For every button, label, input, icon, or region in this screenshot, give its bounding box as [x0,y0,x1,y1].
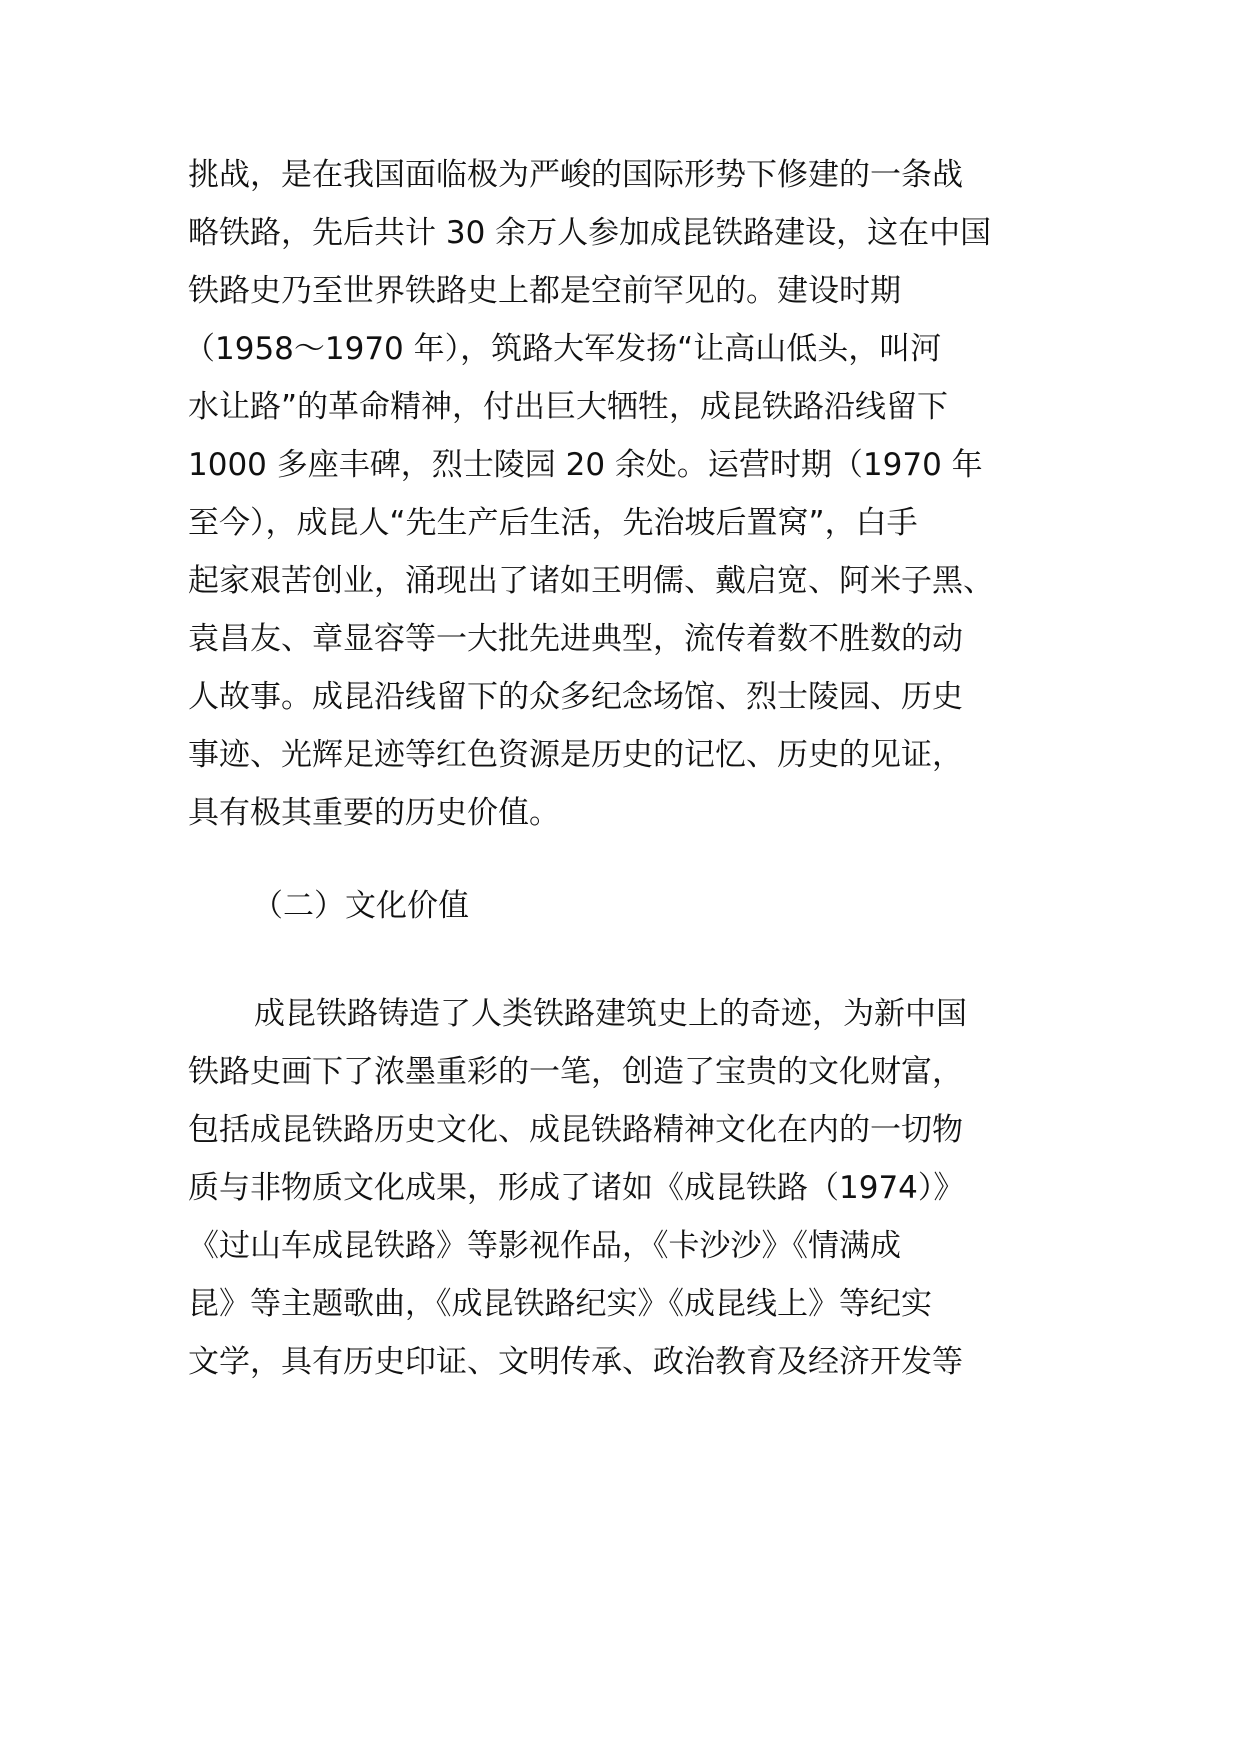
paragraph-1-line-7: 至今），成昆人“先生产后生活，先治坡后置窝”，白手 [188,505,918,541]
paragraph-2-line-5: 《过山车成昆铁路》等影视作品，《卡沙沙》《情满成 [188,1228,901,1264]
paragraph-2-line-7: 文学，具有历史印证、文明传承、政治教育及经济开发等 [188,1344,963,1380]
paragraph-2-line-1: 成昆铁路铸造了人类铁路建筑史上的奇迹，为新中国 [254,996,967,1032]
paragraph-1-line-8: 起家艰苦创业，涌现出了诸如王明儒、戴启宽、阿米子黑、 [188,563,994,599]
paragraph-2-line-6: 昆》等主题歌曲，《成昆铁路纪实》《成昆线上》等纪实 [188,1286,932,1322]
paragraph-1-line-5: 水让路”的革命精神，付出巨大牺牲，成昆铁路沿线留下 [188,389,949,425]
paragraph-1-line-6: 1000 多座丰碑，烈士陵园 20 余处。运营时期（1970 年 [188,447,983,483]
paragraph-1-line-11: 事迹、光辉足迹等红色资源是历史的记忆、历史的见证， [188,737,963,773]
paragraph-1-line-12: 具有极其重要的历史价值。 [188,795,560,831]
paragraph-2-line-2: 铁路史画下了浓墨重彩的一笔，创造了宝贵的文化财富， [188,1054,963,1090]
paragraph-1-line-9: 袁昌友、章显容等一大批先进典型，流传着数不胜数的动 [188,621,963,657]
paragraph-2-line-3: 包括成昆铁路历史文化、成昆铁路精神文化在内的一切物 [188,1112,963,1148]
paragraph-2-line-4: 质与非物质文化成果，形成了诸如《成昆铁路（1974）》 [188,1170,965,1206]
paragraph-1-line-2: 略铁路，先后共计 30 余万人参加成昆铁路建设，这在中国 [188,215,992,251]
paragraph-1-line-1: 挑战，是在我国面临极为严峻的国际形势下修建的一条战 [188,157,963,193]
paragraph-1-line-3: 铁路史乃至世界铁路史上都是空前罕见的。建设时期 [188,273,901,309]
paragraph-1-line-4: （1958～1970 年），筑路大军发扬“让高山低头，叫河 [184,331,942,367]
section-heading: （二）文化价值 [252,888,469,924]
paragraph-1-line-10: 人故事。成昆沿线留下的众多纪念场馆、烈士陵园、历史 [188,679,963,715]
